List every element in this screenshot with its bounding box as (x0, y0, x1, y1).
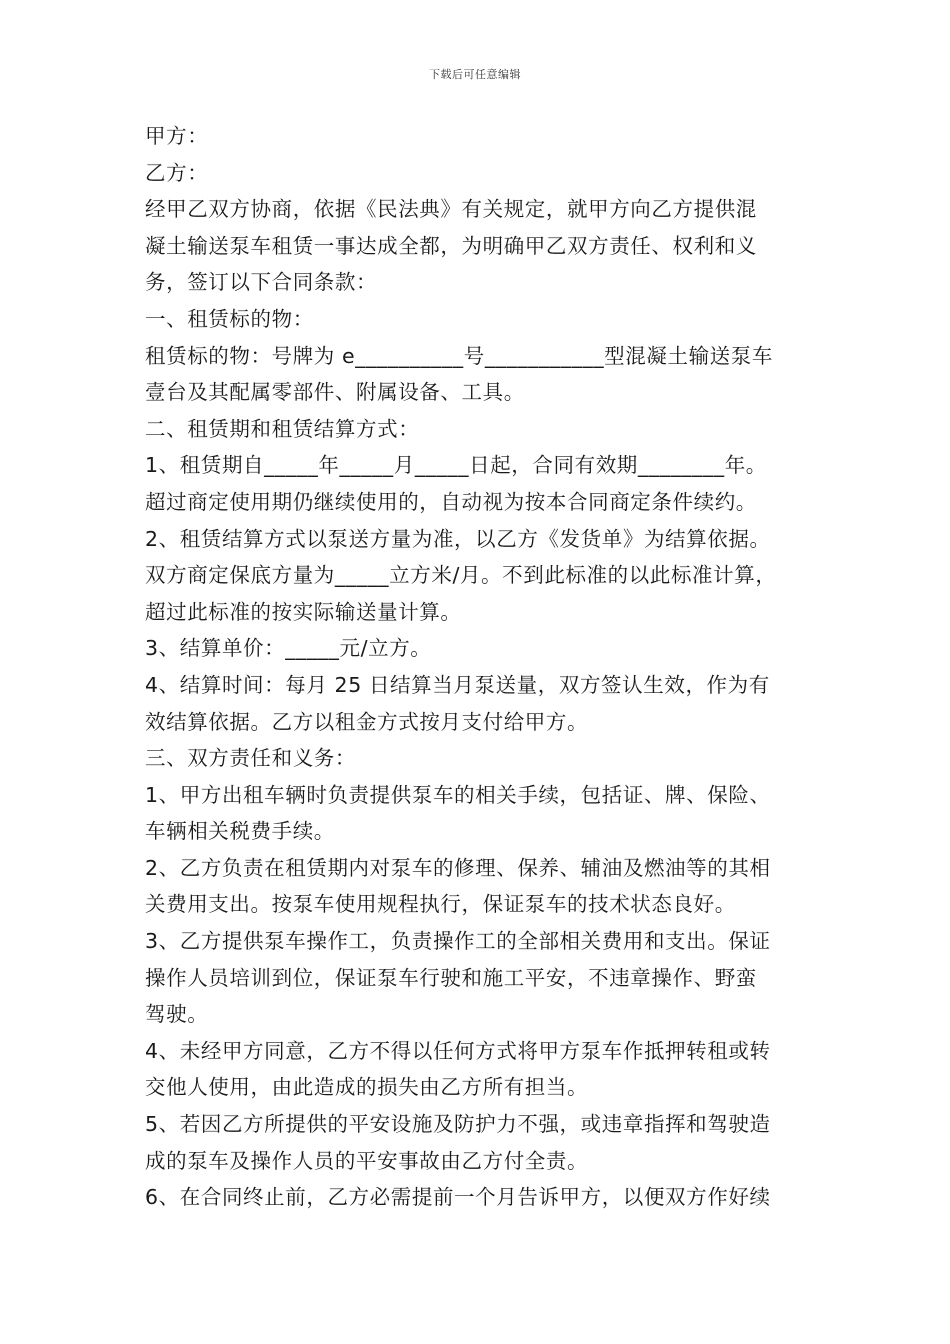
clause-line: 2、租赁结算方式以泵送方量为准，以乙方《发货单》为结算依据。 (145, 526, 771, 551)
preamble-line: 凝土输送泵车租赁一事达成全都，为明确甲乙双方责任、权利和义 (145, 233, 757, 258)
clause-line: 4、结算时间：每月 25 日结算当月泵送量，双方签认生效，作为有 (145, 672, 770, 697)
party-b-label: 乙方： (145, 160, 209, 185)
clause-line: 2、乙方负责在租赁期内对泵车的修理、保养、辅油及燃油等的其相 (145, 855, 771, 880)
preamble-line: 经甲乙双方协商，依据《民法典》有关规定，就甲方向乙方提供混 (145, 197, 757, 222)
clause-line: 驾驶。 (145, 1002, 209, 1027)
section-heading: 一、租赁标的物： (145, 306, 314, 331)
clause-line: 3、结算单价：_____元/立方。 (145, 636, 432, 661)
section-heading: 二、租赁期和租赁结算方式： (145, 416, 420, 441)
clause-line: 超过商定使用期仍继续使用的，自动视为按本合同商定条件续约。 (145, 489, 757, 514)
page-header-note: 下载后可任意编辑 (429, 68, 521, 81)
clause-line: 3、乙方提供泵车操作工，负责操作工的全部相关费用和支出。保证 (145, 929, 771, 954)
clause-line: 双方商定保底方量为_____立方米/月。不到此标准的以此标准计算， (145, 563, 777, 588)
clause-line: 1、租赁期自_____年_____月_____日起，合同有效期________年。 (145, 453, 767, 478)
clause-line: 6、在合同终止前，乙方必需提前一个月告诉甲方，以便双方作好续 (145, 1185, 771, 1210)
preamble-line: 务，签订以下合同条款： (145, 270, 378, 295)
clause-line: 关费用支出。按泵车使用规程执行，保证泵车的技术状态良好。 (145, 892, 736, 917)
clause-line: 租赁标的物：号牌为 e__________号___________型混凝土输送泵车 (145, 343, 773, 368)
clause-line: 超过此标准的按实际输送量计算。 (145, 599, 462, 624)
clause-line: 1、甲方出租车辆时负责提供泵车的相关手续，包括证、牌、保险、 (145, 782, 771, 807)
clause-line: 效结算依据。乙方以租金方式按月支付给甲方。 (145, 709, 589, 734)
contract-body (145, 118, 815, 1216)
clause-line: 交他人使用，由此造成的损失由乙方所有担当。 (145, 1075, 589, 1100)
clause-line: 壹台及其配属零部件、附属设备、工具。 (145, 380, 525, 405)
clause-line: 操作人员培训到位，保证泵车行驶和施工平安，不违章操作、野蛮 (145, 965, 757, 990)
clause-line: 5、若因乙方所提供的平安设施及防护力不强，或违章指挥和驾驶造 (145, 1112, 771, 1137)
party-a-label: 甲方： (145, 124, 209, 148)
clause-line: 4、未经甲方同意，乙方不得以任何方式将甲方泵车作抵押转租或转 (145, 1038, 771, 1063)
clause-line: 车辆相关税费手续。 (145, 819, 335, 844)
section-heading: 三、双方责任和义务： (145, 746, 356, 771)
clause-line: 成的泵车及操作人员的平安事故由乙方付全责。 (145, 1148, 589, 1173)
